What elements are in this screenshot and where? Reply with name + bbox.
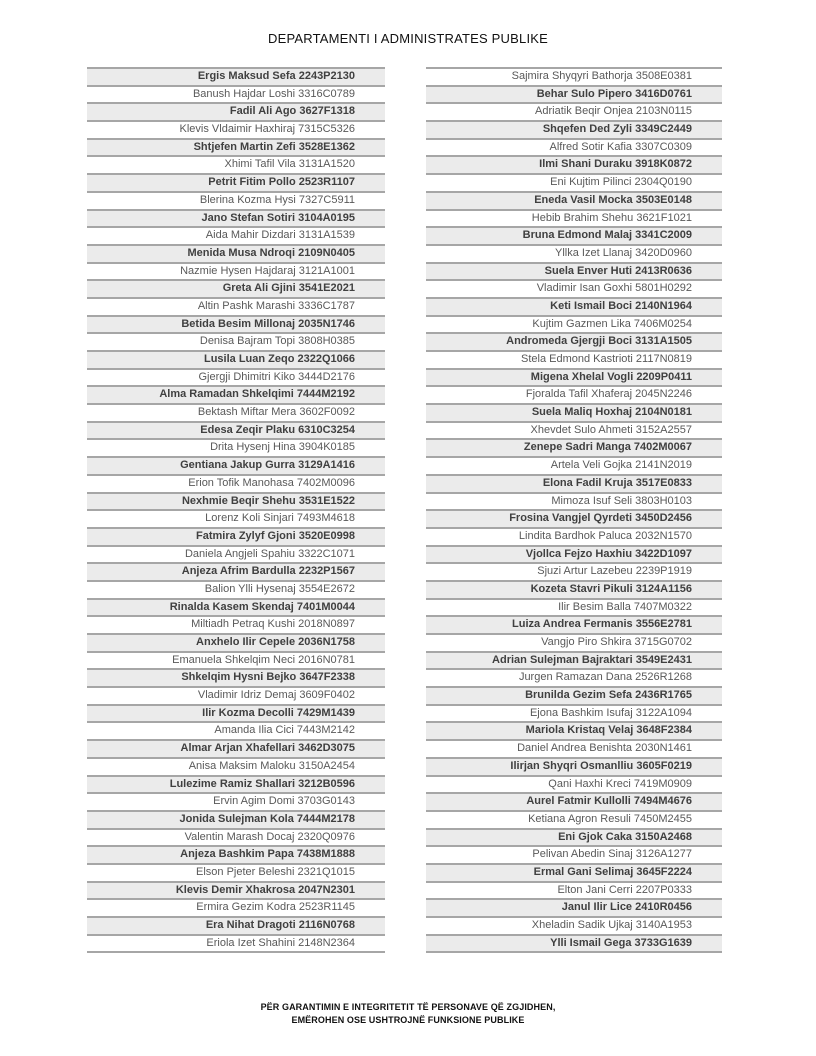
table-row: Lorenz Koli Sinjari 7493M4618 <box>87 509 385 527</box>
table-row: Artela Veli Gojka 2141N2019 <box>426 456 722 474</box>
table-row: Lindita Bardhok Paluca 2032N1570 <box>426 527 722 545</box>
table-row: Hebib Brahim Shehu 3621F1021 <box>426 209 722 227</box>
table-row: Kozeta Stavri Pikuli 3124A1156 <box>426 580 722 598</box>
table-row: Eni Kujtim Pilinci 2304Q0190 <box>426 173 722 191</box>
table-row: Frosina Vangjel Qyrdeti 3450D2456 <box>426 509 722 527</box>
table-row: Andromeda Gjergji Boci 3131A1505 <box>426 332 722 350</box>
table-row: Nazmie Hysen Hajdaraj 3121A1001 <box>87 262 385 280</box>
table-row: Bektash Miftar Mera 3602F0092 <box>87 403 385 421</box>
table-row: Klevis Vldaimir Haxhiraj 7315C5326 <box>87 120 385 138</box>
table-row: Aurel Fatmir Kullolli 7494M4676 <box>426 792 722 810</box>
table-row: Blerina Kozma Hysi 7327C5911 <box>87 191 385 209</box>
table-row: Drita Hysenj Hina 3904K0185 <box>87 438 385 456</box>
table-row: Edesa Zeqir Plaku 6310C3254 <box>87 421 385 439</box>
table-row: Lusila Luan Zeqo 2322Q1066 <box>87 350 385 368</box>
table-row: Alma Ramadan Shkelqimi 7444M2192 <box>87 385 385 403</box>
table-row: Ylli Ismail Gega 3733G1639 <box>426 934 722 952</box>
table-row: Migena Xhelal Vogli 2209P0411 <box>426 368 722 386</box>
table-row: Ermal Gani Selimaj 3645F2224 <box>426 863 722 881</box>
table-row: Alfred Sotir Kafia 3307C0309 <box>426 138 722 156</box>
table-row: Qani Haxhi Kreci 7419M0909 <box>426 775 722 793</box>
footer-line-2: EMËROHEN OSE USHTROJNË FUNKSIONE PUBLIKE <box>291 1015 525 1025</box>
table-row: Altin Pashk Marashi 3336C1787 <box>87 297 385 315</box>
table-row: Shqefen Ded Zyli 3349C2449 <box>426 120 722 138</box>
table-row: Luiza Andrea Fermanis 3556E2781 <box>426 615 722 633</box>
table-row: Gjergji Dhimitri Kiko 3444D2176 <box>87 368 385 386</box>
table-row: Ergis Maksud Sefa 2243P2130 <box>87 67 385 85</box>
page-title: DEPARTAMENTI I ADMINISTRATES PUBLIKE <box>267 31 548 46</box>
page-footer <box>0 1001 816 1027</box>
table-row: Eni Gjok Caka 3150A2468 <box>426 828 722 846</box>
table-row: Fatmira Zylyf Gjoni 3520E0998 <box>87 527 385 545</box>
table-row: Gentiana Jakup Gurra 3129A1416 <box>87 456 385 474</box>
table-row: Janul Ilir Lice 2410R0456 <box>426 898 722 916</box>
table-row: Banush Hajdar Loshi 3316C0789 <box>87 85 385 103</box>
table-row: Shtjefen Martin Zefi 3528E1362 <box>87 138 385 156</box>
table-row: Xheladin Sadik Ujkaj 3140A1953 <box>426 916 722 934</box>
table-row: Anjeza Afrim Bardulla 2232P1567 <box>87 562 385 580</box>
table-row: Suela Enver Huti 2413R0636 <box>426 262 722 280</box>
table-row: Nexhmie Beqir Shehu 3531E1522 <box>87 492 385 510</box>
table-row: Amanda Ilia Cici 7443M2142 <box>87 721 385 739</box>
footer-line-1: PËR GARANTIMIN E INTEGRITETIT TË PERSONAVE QË ZGJIDHEN, <box>260 1002 556 1012</box>
table-row: Fjoralda Tafil Xhaferaj 2045N2246 <box>426 385 722 403</box>
table-row: Vladimir Isan Goxhi 5801H0292 <box>426 279 722 297</box>
table-row: Ilir Kozma Decolli 7429M1439 <box>87 704 385 722</box>
table-row: Stela Edmond Kastrioti 2117N0819 <box>426 350 722 368</box>
table-row: Almar Arjan Xhafellari 3462D3075 <box>87 739 385 757</box>
table-row: Keti Ismail Boci 2140N1964 <box>426 297 722 315</box>
table-row: Daniela Angjeli Spahiu 3322C1071 <box>87 545 385 563</box>
table-row: Vangjo Piro Shkira 3715G0702 <box>426 633 722 651</box>
table-row: Greta Ali Gjini 3541E2021 <box>87 279 385 297</box>
table-row: Ermira Gezim Kodra 2523R1145 <box>87 898 385 916</box>
table-row: Emanuela Shkelqim Neci 2016N0781 <box>87 651 385 669</box>
table-row: Ilmi Shani Duraku 3918K0872 <box>426 155 722 173</box>
table-row: Rinalda Kasem Skendaj 7401M0044 <box>87 598 385 616</box>
table-row: Ilirjan Shyqri Osmanlliu 3605F0219 <box>426 757 722 775</box>
table-row: Behar Sulo Pipero 3416D0761 <box>426 85 722 103</box>
table-row: Menida Musa Ndroqi 2109N0405 <box>87 244 385 262</box>
table-row: Brunilda Gezim Sefa 2436R1765 <box>426 686 722 704</box>
table-row: Jurgen Ramazan Dana 2526R1268 <box>426 668 722 686</box>
table-row: Suela Maliq Hoxhaj 2104N0181 <box>426 403 722 421</box>
table-row: Jano Stefan Sotiri 3104A0195 <box>87 209 385 227</box>
table-row: Betida Besim Millonaj 2035N1746 <box>87 315 385 333</box>
table-row: Zenepe Sadri Manga 7402M0067 <box>426 438 722 456</box>
table-row: Fadil Ali Ago 3627F1318 <box>87 102 385 120</box>
table-row: Erion Tofik Manohasa 7402M0096 <box>87 474 385 492</box>
table-row: Klevis Demir Xhakrosa 2047N2301 <box>87 881 385 899</box>
table-row: Kujtim Gazmen Lika 7406M0254 <box>426 315 722 333</box>
table-row: Elson Pjeter Beleshi 2321Q1015 <box>87 863 385 881</box>
table-row: Bruna Edmond Malaj 3341C2009 <box>426 226 722 244</box>
table-row: Eriola Izet Shahini 2148N2364 <box>87 934 385 952</box>
table-row: Ejona Bashkim Isufaj 3122A1094 <box>426 704 722 722</box>
table-row: Adrian Sulejman Bajraktari 3549E2431 <box>426 651 722 669</box>
table-row: Miltiadh Petraq Kushi 2018N0897 <box>87 615 385 633</box>
table-row: Balion Ylli Hysenaj 3554E2672 <box>87 580 385 598</box>
table-row: Anjeza Bashkim Papa 7438M1888 <box>87 845 385 863</box>
table-row: Denisa Bajram Topi 3808H0385 <box>87 332 385 350</box>
table-row: Lulezime Ramiz Shallari 3212B0596 <box>87 775 385 793</box>
table-row: Mariola Kristaq Velaj 3648F2384 <box>426 721 722 739</box>
table-row: Aida Mahir Dizdari 3131A1539 <box>87 226 385 244</box>
roster-column-right <box>426 67 722 953</box>
table-row: Adriatik Beqir Onjea 2103N0115 <box>426 102 722 120</box>
table-row: Anisa Maksim Maloku 3150A2454 <box>87 757 385 775</box>
table-row: Vjollca Fejzo Haxhiu 3422D1097 <box>426 545 722 563</box>
table-row: Mimoza Isuf Seli 3803H0103 <box>426 492 722 510</box>
table-row: Daniel Andrea Benishta 2030N1461 <box>426 739 722 757</box>
table-row: Shkelqim Hysni Bejko 3647F2338 <box>87 668 385 686</box>
table-row: Pelivan Abedin Sinaj 3126A1277 <box>426 845 722 863</box>
table-row: Elona Fadil Kruja 3517E0833 <box>426 474 722 492</box>
table-row: Xhevdet Sulo Ahmeti 3152A2557 <box>426 421 722 439</box>
table-row: Anxhelo Ilir Cepele 2036N1758 <box>87 633 385 651</box>
table-row: Petrit Fitim Pollo 2523R1107 <box>87 173 385 191</box>
table-row: Sjuzi Artur Lazebeu 2239P1919 <box>426 562 722 580</box>
table-row: Eneda Vasil Mocka 3503E0148 <box>426 191 722 209</box>
table-row: Ervin Agim Domi 3703G0143 <box>87 792 385 810</box>
table-row: Ketiana Agron Resuli 7450M2455 <box>426 810 722 828</box>
table-row: Valentin Marash Docaj 2320Q0976 <box>87 828 385 846</box>
table-row: Era Nihat Dragoti 2116N0768 <box>87 916 385 934</box>
table-row: Ilir Besim Balla 7407M0322 <box>426 598 722 616</box>
table-row: Jonida Sulejman Kola 7444M2178 <box>87 810 385 828</box>
table-row: Vladimir Idriz Demaj 3609F0402 <box>87 686 385 704</box>
table-row: Yllka Izet Llanaj 3420D0960 <box>426 244 722 262</box>
table-row: Xhimi Tafil Vila 3131A1520 <box>87 155 385 173</box>
table-row: Sajmira Shyqyri Bathorja 3508E0381 <box>426 67 722 85</box>
roster-column-left <box>87 67 385 953</box>
table-row: Elton Jani Cerri 2207P0333 <box>426 881 722 899</box>
